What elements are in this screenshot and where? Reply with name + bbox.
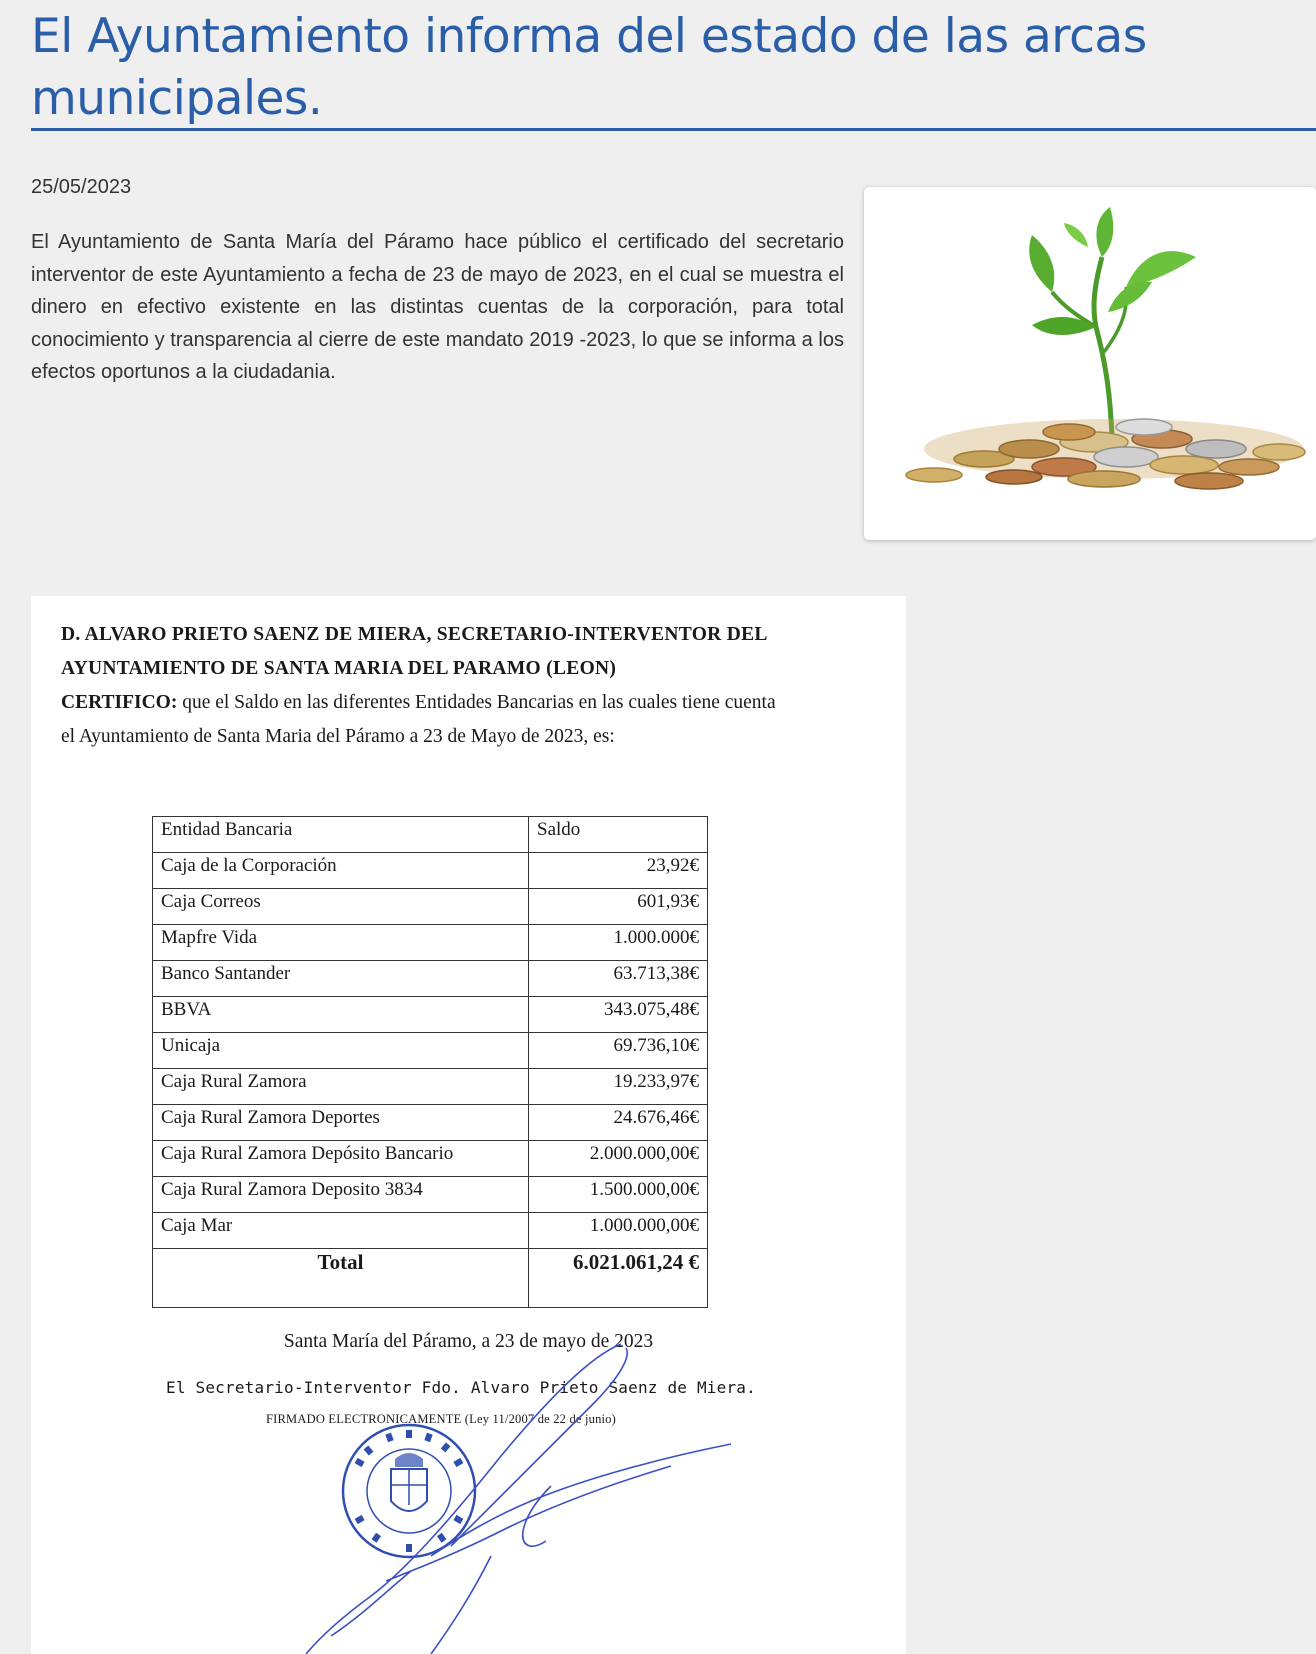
certificate-heading-line-1: D. ALVARO PRIETO SAENZ DE MIERA, SECRETARIO-INTERVENTOR DEL: [61, 624, 768, 645]
table-row: [153, 1105, 708, 1141]
table-row: [153, 1177, 708, 1213]
balance-cell: 1.000.000,00€: [529, 1213, 708, 1249]
balance-cell: 24.676,46€: [529, 1105, 708, 1141]
table-total-row: [153, 1249, 708, 1308]
bank-name-cell: Caja Correos: [153, 889, 529, 925]
electronic-signature-note: FIRMADO ELECTRONICAMENTE (Ley 11/2007 de 22 de junio): [266, 1412, 617, 1426]
article-intro: El Ayuntamiento de Santa María del Páramo hace público el certificado del secretario interventor de este Ayuntamiento a fecha de 23 de mayo de 2023, en el cual se muestra el dinero en efectivo existente en las distintas cuentas de la corporación, para total conocimiento y transparencia al cierre de este mandato 2019 -2023, lo que se informa a los efectos oportunos a la ciudadania.: [31, 231, 844, 383]
total-label: Total: [153, 1249, 529, 1308]
balance-cell: 19.233,97€: [529, 1069, 708, 1105]
article-photo[interactable]: [864, 187, 1316, 540]
balance-cell: 69.736,10€: [529, 1033, 708, 1069]
balance-cell: 63.713,38€: [529, 961, 708, 997]
table-row: [153, 1069, 708, 1105]
article-date: 25/05/2023: [31, 176, 132, 198]
table-header-row: [153, 817, 708, 853]
table-row: [153, 961, 708, 997]
certifico-label: CERTIFICO:: [61, 692, 178, 713]
balance-cell: 601,93€: [529, 889, 708, 925]
balance-cell: 1.500.000,00€: [529, 1177, 708, 1213]
certificate-place-date: Santa María del Páramo, a 23 de mayo de 2023: [283, 1331, 654, 1352]
balance-cell: 23,92€: [529, 853, 708, 889]
bank-name-cell: Caja Rural Zamora Deportes: [153, 1105, 529, 1141]
table-row: [153, 1141, 708, 1177]
table-row: [153, 853, 708, 889]
balance-cell: 2.000.000,00€: [529, 1141, 708, 1177]
column-header-balance: Saldo: [529, 817, 708, 853]
bank-name-cell: BBVA: [153, 997, 529, 1033]
bank-name-cell: Caja Mar: [153, 1213, 529, 1249]
column-header-entity: Entidad Bancaria: [153, 817, 529, 853]
certificate-heading-line-2: AYUNTAMIENTO DE SANTA MARIA DEL PARAMO (LEON): [61, 658, 617, 679]
certifico-text: que el Saldo en las diferentes Entidades Bancarias en las cuales tiene cuenta: [177, 692, 776, 713]
table-row: [153, 997, 708, 1033]
certificate-document: [31, 596, 906, 1654]
municipal-seal-stamp: [343, 1425, 475, 1557]
article-title: El Ayuntamiento informa del estado de las arcas municipales.: [31, 9, 1147, 126]
bank-name-cell: Unicaja: [153, 1033, 529, 1069]
table-row: [153, 1213, 708, 1249]
bank-name-cell: Caja de la Corporación: [153, 853, 529, 889]
bank-name-cell: Caja Rural Zamora Depósito Bancario: [153, 1141, 529, 1177]
title-underline: [31, 128, 1316, 131]
certificate-signer: El Secretario-Interventor Fdo. Alvaro Prieto Saenz de Miera.: [166, 1378, 756, 1397]
certifico-paragraph-line-2: el Ayuntamiento de Santa Maria del Páramo a 23 de Mayo de 2023, es:: [61, 726, 615, 747]
bank-name-cell: Mapfre Vida: [153, 925, 529, 961]
bank-name-cell: Banco Santander: [153, 961, 529, 997]
bank-balance-table: [152, 816, 708, 1308]
balance-cell: 1.000.000€: [529, 925, 708, 961]
table-row: [153, 925, 708, 961]
balance-cell: 343.075,48€: [529, 997, 708, 1033]
total-value: 6.021.061,24 €: [529, 1249, 708, 1308]
plant-coins-image: [864, 187, 1316, 540]
certifico-paragraph: [61, 692, 776, 714]
table-row: [153, 889, 708, 925]
bank-name-cell: Caja Rural Zamora: [153, 1069, 529, 1105]
bank-name-cell: Caja Rural Zamora Deposito 3834: [153, 1177, 529, 1213]
table-row: [153, 1033, 708, 1069]
